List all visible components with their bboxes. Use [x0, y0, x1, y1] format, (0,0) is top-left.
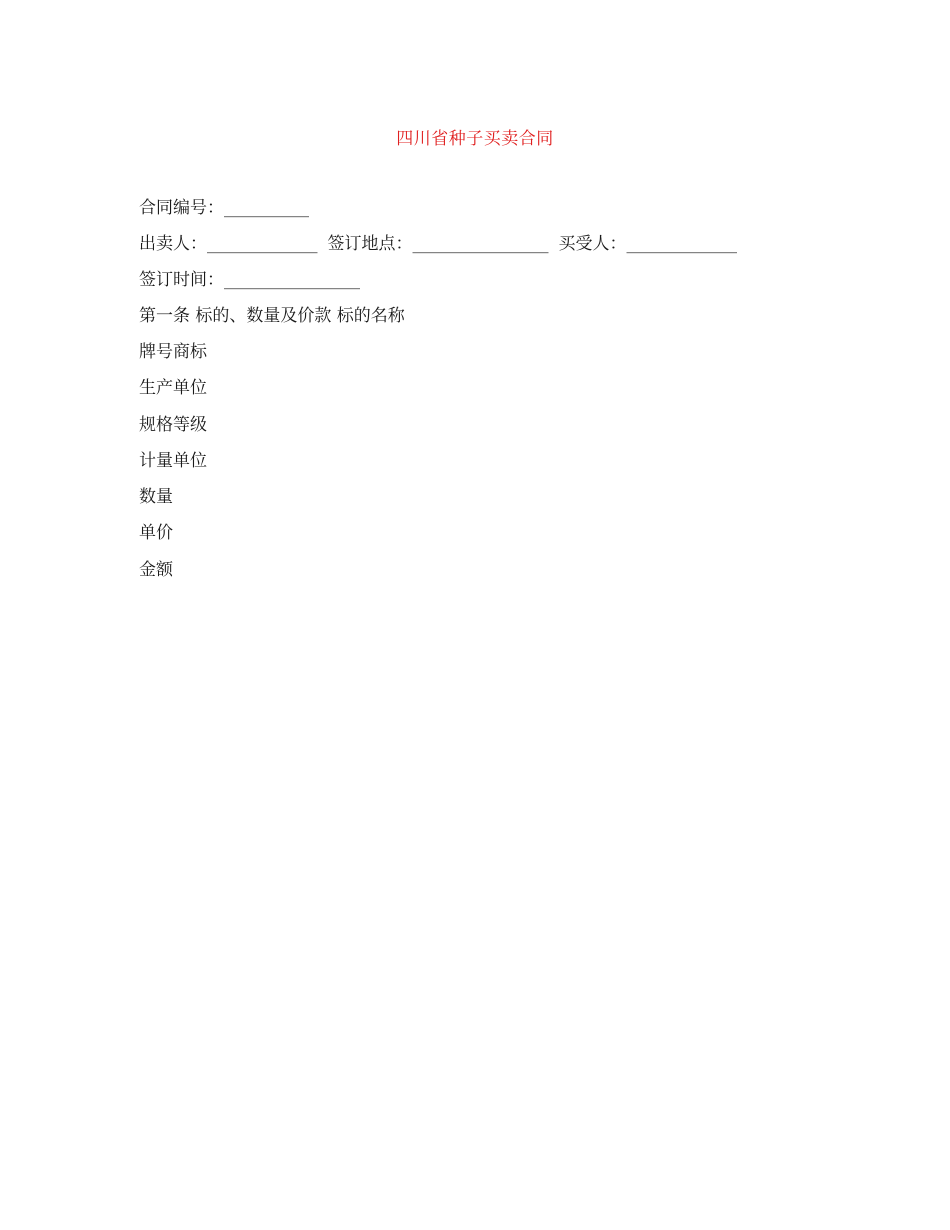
item-quantity: 数量 — [139, 487, 173, 507]
item-producer: 生产单位 — [139, 378, 207, 398]
item-specification-grade: 规格等级 — [139, 415, 207, 435]
sign-place-blank: ________________ — [412, 234, 549, 254]
parties-line — [139, 233, 737, 255]
sign-time-line — [139, 269, 360, 291]
item-brand-trademark: 牌号商标 — [139, 342, 207, 362]
sign-place-label: 签订地点： — [327, 234, 413, 254]
sign-time-blank: ________________ — [224, 270, 360, 290]
item-amount: 金额 — [139, 560, 173, 580]
contract-number-line — [139, 197, 309, 219]
sign-time-label: 签订时间： — [139, 270, 224, 290]
article-1-heading: 第一条 标的、数量及价款 标的名称 — [139, 306, 405, 326]
buyer-blank: _____________ — [626, 234, 737, 254]
document-title: 四川省种子买卖合同 — [396, 129, 554, 149]
contract-number-label: 合同编号： — [139, 198, 224, 218]
contract-number-blank: __________ — [224, 198, 309, 218]
item-unit-price: 单价 — [139, 523, 173, 543]
buyer-label: 买受人： — [558, 234, 627, 254]
seller-blank: _____________ — [207, 234, 318, 254]
item-measure-unit: 计量单位 — [139, 451, 207, 471]
seller-label: 出卖人： — [139, 234, 207, 254]
